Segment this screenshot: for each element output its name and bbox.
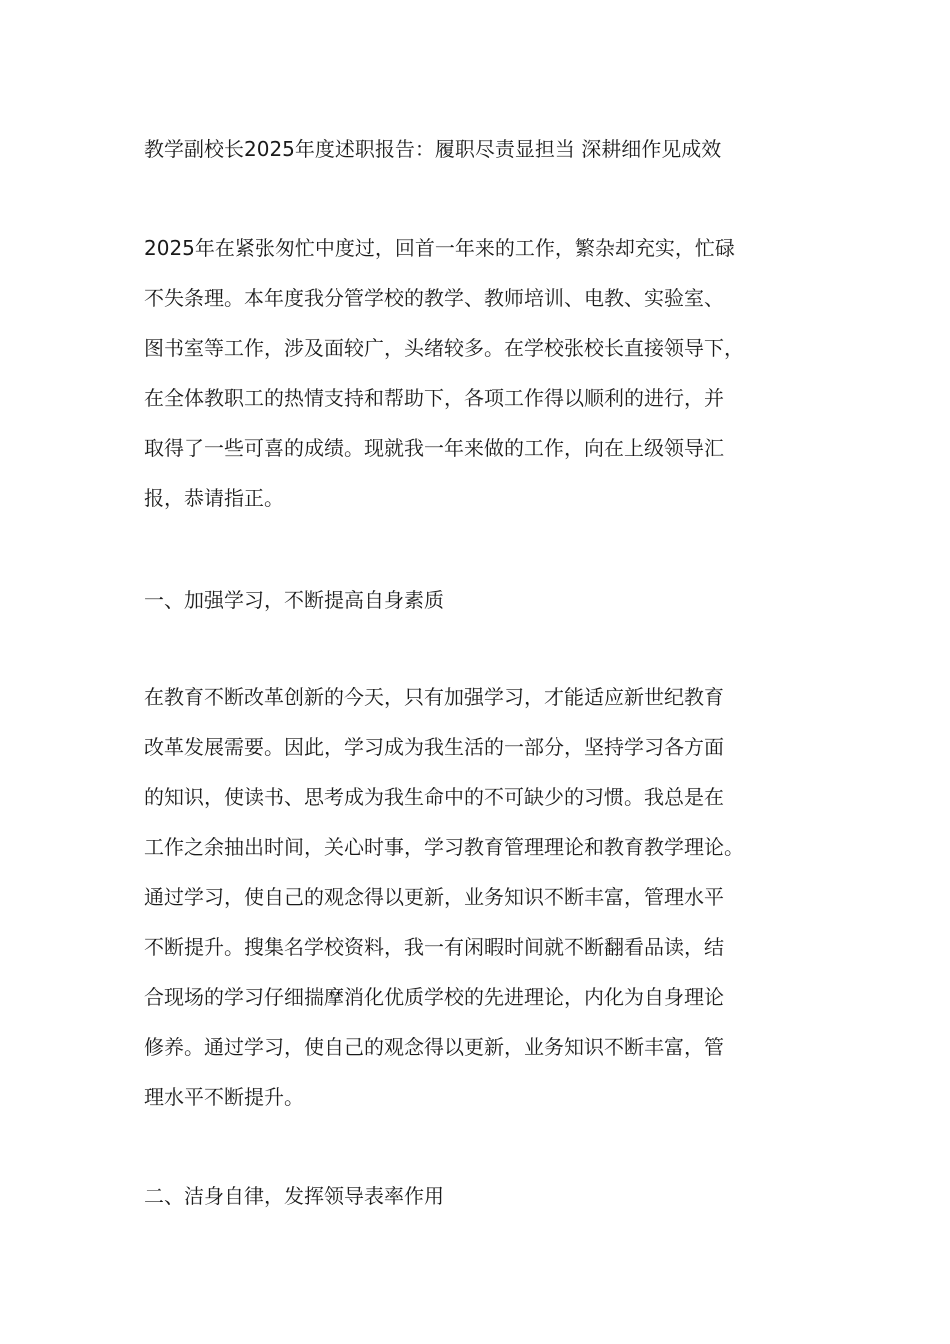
section-heading-1: 一、加强学习，不断提高自身素质 <box>144 588 444 612</box>
document-title: 教学副校长2025年度述职报告：履职尽责显担当 深耕细作见成效 <box>144 137 722 161</box>
text-line: 修养。通过学习，使自己的观念得以更新，业务知识不断丰富，管 <box>144 1035 724 1059</box>
text-line: 改革发展需要。因此，学习成为我生活的一部分，坚持学习各方面 <box>144 735 724 759</box>
text-line: 在全体教职工的热情支持和帮助下，各项工作得以顺利的进行，并 <box>144 386 724 410</box>
text-line: 不断提升。搜集名学校资料，我一有闲暇时间就不断翻看品读，结 <box>144 935 724 959</box>
text-line: 报，恭请指正。 <box>144 486 284 510</box>
text-line: 合现场的学习仔细揣摩消化优质学校的先进理论，内化为自身理论 <box>144 985 724 1009</box>
text-line: 图书室等工作，涉及面较广，头绪较多。在学校张校长直接领导下， <box>144 336 744 360</box>
section-1-paragraph <box>144 672 814 1122</box>
section-heading-2: 二、洁身自律，发挥领导表率作用 <box>144 1184 444 1208</box>
text-line: 理水平不断提升。 <box>144 1085 304 1109</box>
text-line: 2025年在紧张匆忙中度过，回首一年来的工作，繁杂却充实，忙碌 <box>144 236 735 260</box>
text-line: 不失条理。本年度我分管学校的教学、教师培训、电教、实验室、 <box>144 286 724 310</box>
text-line: 在教育不断改革创新的今天，只有加强学习，才能适应新世纪教育 <box>144 685 724 709</box>
text-line: 工作之余抽出时间，关心时事，学习教育管理理论和教育教学理论。 <box>144 835 744 859</box>
text-line: 的知识，使读书、思考成为我生命中的不可缺少的习惯。我总是在 <box>144 785 724 809</box>
intro-paragraph <box>144 223 814 523</box>
text-line: 通过学习，使自己的观念得以更新，业务知识不断丰富，管理水平 <box>144 885 724 909</box>
text-line: 取得了一些可喜的成绩。现就我一年来做的工作，向在上级领导汇 <box>144 436 724 460</box>
